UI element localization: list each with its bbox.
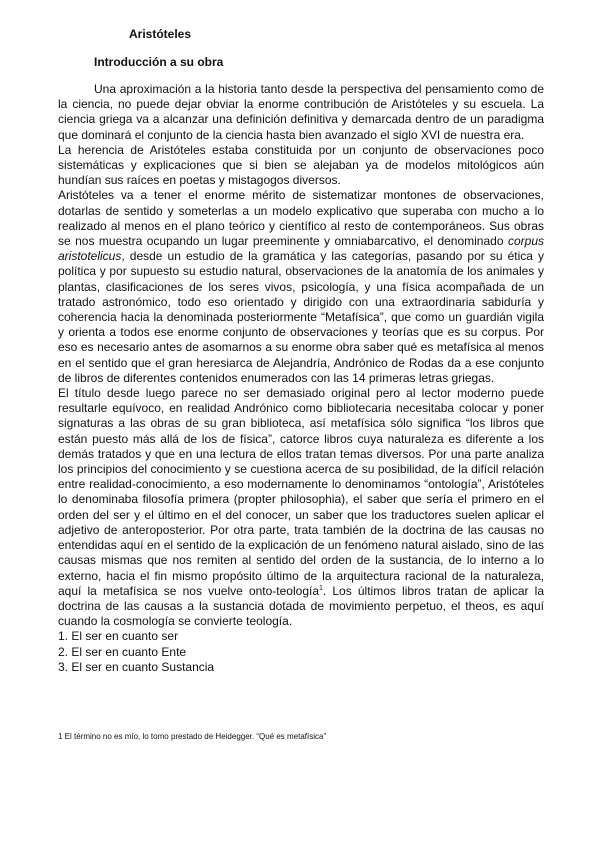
paragraph-merit-text-b: , desde un estudio de la gramática y las categorías, pasando por su ética y política y por supuesto su estudio natural, observaciones de la anatomía de los animales y plantas, clasificaciones de los seres vivos, psicología, y una física acompañada de un tratado astronómico, todo eso orientado y dirigido con una extraordinaria sabiduría y coherencia hacia la denominada posteriormente “Metafísica”, que como un guardián vigila y orienta a todos ese enorme conjunto de observaciones y teorías que es su corpus. Por eso es necesario antes de asomarnos a su enorme obra saber qué es metafísica al menos en el sentido que el gran heresiarca de Alejandría, Andrónico de Rodas da a ese conjunto de libros de diferentes contenidos enumerados con las 14 primeras letras griegas. bbox=[58, 249, 544, 385]
paragraph-intro: Una aproximación a la historia tanto desde la perspectiva del pensamiento como de la ciencia, no puede dejar obviar la enorme contribución de Aristóteles y su escuela. La ciencia griega va a alcanzar una definición definitiva y demarcada dentro de un paradigma que dominará el conjunto de la ciencia hasta bien avanzado el siglo XVI de nuestra era. bbox=[58, 82, 544, 142]
footnote-reference[interactable]: 1 bbox=[319, 584, 323, 592]
paragraph-merit bbox=[58, 188, 544, 386]
paragraph-title-text-a: El título desde luego parece no ser demasiado original pero al lector moderno puede resultarle equívoco, en realidad Andrónico como bibliotecaria necesitaba colocar y poner signaturas a las obras de su gran biblioteca, así metafísica sólo significa “los libros que están puesto más allá de los de física”, catorce libros cuya naturaleza es diferente a los demás tratados y que en una lectura de ellos tratan temas diversos. Por una parte analiza los principios del conocimiento y se cuestiona acerca de su posibilidad, de la difícil relación entre realidad-conocimiento, a eso modernamente lo denominamos “ontología”, Aristóteles lo denominaba filosofía primera (propter philosophia), el saber que sería el primero en el orden del ser y el último en el del conocer, un saber que los traductores suelen aplicar el adjetivo de anteroposterior. Por otra parte, trata también de la doctrina de las causas no entendidas aquí en el sentido de la explicación de un fenómeno natural aislado, sino de las causas mismas que nos remiten al sentido del orden de la sustancia, de lo interno a lo externo, hacia el fin mismo propósito último de la arquitectura racional de la naturaleza, aquí la metafísica se nos vuelve onto-teología bbox=[58, 386, 544, 598]
paragraph-title bbox=[58, 386, 544, 629]
body-text bbox=[58, 82, 544, 675]
author-title: Aristóteles bbox=[129, 27, 192, 41]
paragraph-title-text-b: . Los últimos libros tratan de aplicar la doctrina de las causas a la sustancia dotada de movimiento perpetuo, el theos, es aquí cuando la cosmología se convierte teología. bbox=[58, 583, 544, 629]
topic-list bbox=[58, 629, 544, 675]
corpus-term: corpus aristotelicus bbox=[58, 234, 544, 264]
section-title: Introducción a su obra bbox=[94, 55, 224, 69]
footnote: 1 El término no es mío, lo tomo prestado de Heidegger. “Qué es metafísica” bbox=[58, 732, 327, 741]
list-item: 1. El ser en cuanto ser bbox=[58, 629, 179, 644]
paragraph-merit-text-a: Aristóteles va a tener el enorme mérito de sistematizar montones de observaciones, dotarlas de sentido y someterlas a un modelo explicativo que superaba con mucho a lo realizado al menos en el plano teórico y científico al resto de contemporáneos. Sus obras se nos muestra ocupando un lugar preeminente y omniabarcativo, el denominado bbox=[58, 188, 544, 249]
list-item: 2. El ser en cuanto Ente bbox=[58, 644, 187, 659]
list-item: 3. El ser en cuanto Sustancia bbox=[58, 659, 215, 674]
paragraph-heritage: La herencia de Aristóteles estaba constituida por un conjunto de observaciones poco sistemáticas y explicaciones que si bien se alejaban ya de modelos mitológicos aún hundían sus raíces en poetas y mistagogos diversos. bbox=[58, 142, 544, 188]
